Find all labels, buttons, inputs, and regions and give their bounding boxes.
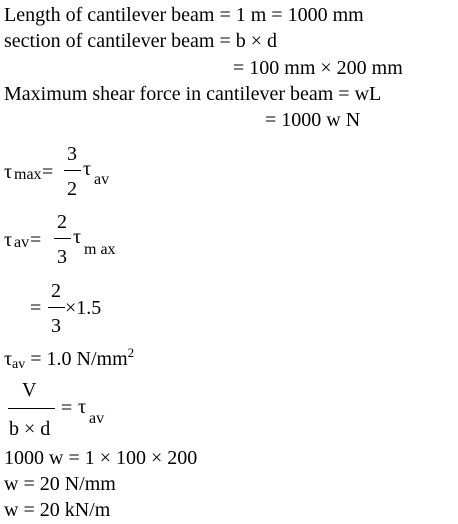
tau-subscript: av [12,357,26,372]
equals-sign: = [61,397,73,419]
fraction-denominator: b × d [9,418,51,440]
beam-section-line: section of cantilever beam = b × d [4,30,278,52]
fraction-bar [54,238,71,239]
load-result-nmm-line: w = 20 N/mm [4,473,116,495]
beam-section-dimensions-line: = 100 mm × 200 mm [233,57,403,79]
tau-subscript: av [89,410,105,427]
equals-sign: = [30,229,42,251]
result-value: = 1.0 N/mm [25,348,128,370]
max-shear-force-value-line: = 1000 w N [265,109,361,131]
max-shear-force-line: Maximum shear force in cantilever beam = wL [4,83,382,105]
unit-exponent: 2 [127,345,135,360]
tau-subscript: av [14,234,30,251]
multiplier-term: ×1.5 [65,297,102,319]
tau-symbol: τ [4,161,13,183]
fraction-bar [64,170,81,171]
tau-symbol: τ [73,226,82,248]
fraction-numerator: 3 [67,143,77,165]
fraction-bar [48,307,65,308]
tau-symbol: τ [78,396,87,418]
tau-subscript: m ax [84,241,116,258]
load-result-knm-line: w = 20 kN/m [4,499,111,521]
tau-subscript: max [14,166,42,183]
equals-sign: = [42,161,54,183]
tau-symbol: τ [83,158,92,180]
fraction-bar [8,408,55,409]
equation-tau-av-result [4,345,135,373]
load-equation-line: 1000 w = 1 × 100 × 200 [4,447,198,469]
fraction-denominator: 3 [51,315,61,337]
fraction-numerator: 2 [51,280,61,302]
fraction-numerator: V [22,379,37,401]
equals-sign: = [30,297,42,319]
fraction-numerator: 2 [57,211,67,233]
fraction-denominator: 3 [57,246,67,268]
tau-subscript: av [94,171,110,188]
beam-length-line: Length of cantilever beam = 1 m = 1000 mm [4,4,364,26]
fraction-denominator: 2 [67,178,77,200]
tau-symbol: τ [4,348,13,370]
tau-symbol: τ [4,229,13,251]
